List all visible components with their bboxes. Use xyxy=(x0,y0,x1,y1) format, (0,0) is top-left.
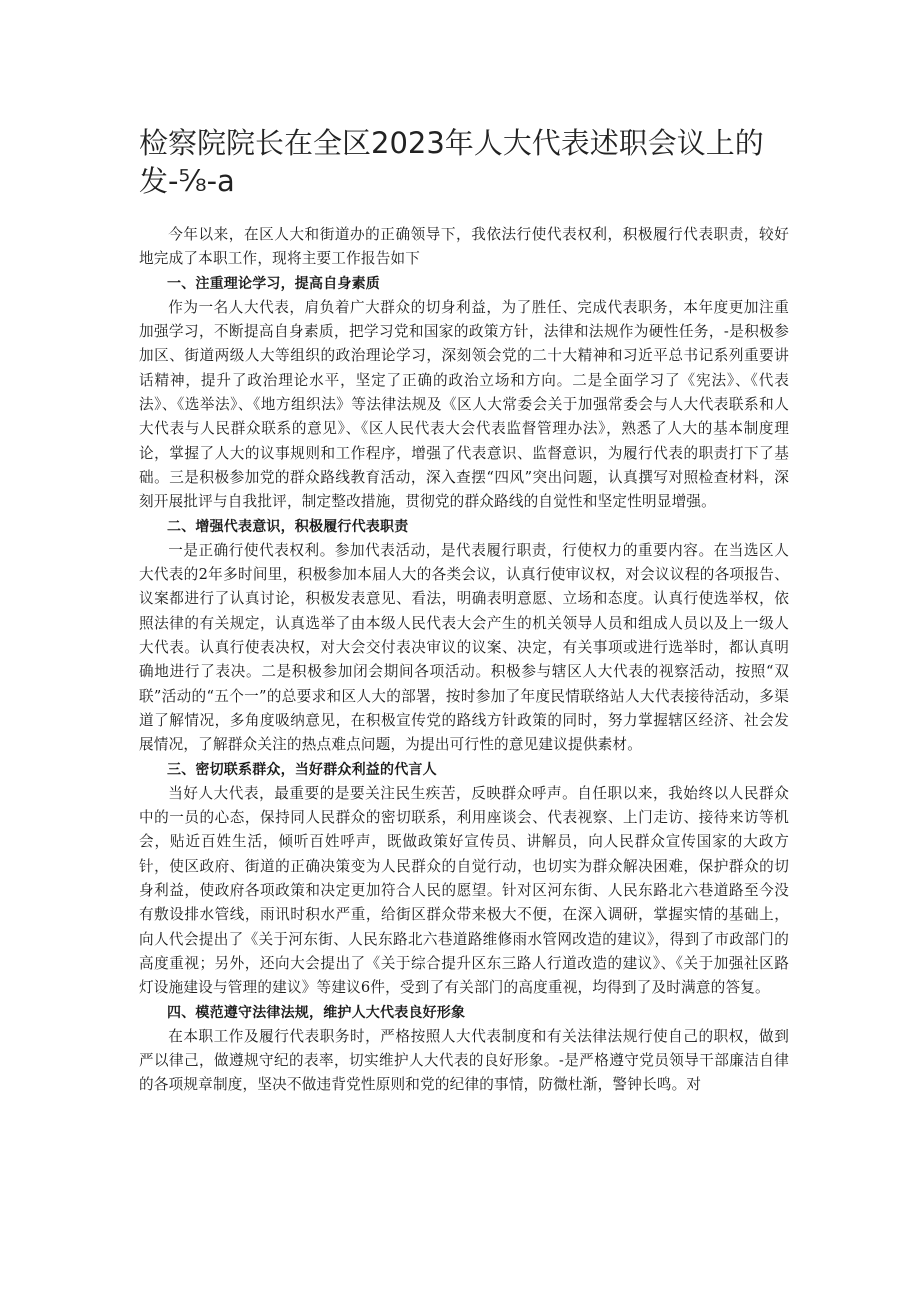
section-2-paragraph: 一是正确行使代表权利。参加代表活动，是代表履行职责，行使权力的重要内容。在当选区人大代表的2年多时间里，积极参加本届人大的各类会议，认真行使审议权，对会议议程的各项报告、议案都进行了认真讨论，积极发表意见、看法，明确表明意愿、立场和态度。认真行使选举权，依照法律的有关规定，认真选举了由本级人民代表大会产生的机关领导人员和组成人员以及上一级人大代表。认真行使表决权，对大会交付表决审议的议案、决定，有关事项或进行选举时，都认真明确地进行了表决。二是积极参加闭会期间各项活动。积极参与辖区人大代表的视察活动，按照“双联”活动的“五个一”的总要求和区人大的部署，按时参加了年度民情联络站人大代表接待活动，多渠道了解情况，多角度吸纳意见，在积极宣传党的路线方针政策的同时，努力掌握辖区经济、社会发展情况，了解群众关注的热点难点问题，为提出可行性的意见建议提供素材。 xyxy=(139,541,789,754)
section-4-heading: 四、模范遵守法律法规，维护人大代表良好形象 xyxy=(167,1004,466,1021)
document-title: 检察院院长在全区2023年人大代表述职会议上的发-⅝-a xyxy=(139,126,764,198)
intro-paragraph: 今年以来，在区人大和街道办的正确领导下，我依法行使代表权利，积极履行代表职责，较好地完成了本职工作，现将主要工作报告如下 xyxy=(139,226,789,268)
document-body xyxy=(139,223,789,1098)
section-3-heading: 三、密切联系群众，当好群众利益的代言人 xyxy=(167,761,437,778)
section-3-paragraph: 当好人大代表，最重要的是要关注民生疾苦，反映群众呼声。自任职以来，我始终以人民群众中的一员的心态，保持同人民群众的密切联系，利用座谈会、代表视察、上门走访、接待来访等机会，贴近百姓生活，倾听百姓呼声，既做政策好宣传员、讲解员，向人民群众宣传国家的大政方针，使区政府、街道的正确决策变为人民群众的自觉行动，也切实为群众解决困难，保护群众的切身利益，使政府各项政策和决定更加符合人民的愿望。针对区河东街、人民东路北六巷道路至今没有敷设排水管线，雨讯时积水严重，给街区群众带来极大不便，在深入调研，掌握实情的基础上，向人代会提出了《关于河东街、人民东路北六巷道路维修雨水管网改造的建议》，得到了市政部门的高度重视；另外，还向大会提出了《关于综合提升区东三路人行道改造的建议》、《关于加强社区路灯设施建设与管理的建议》等建议6件，受到了有关部门的高度重视，均得到了及时满意的答复。 xyxy=(139,784,789,997)
section-1-paragraph: 作为一名人大代表，肩负着广大群众的切身利益，为了胜任、完成代表职务，本年度更加注重加强学习，不断提高自身素质，把学习党和国家的政策方针，法律和法规作为硬性任务，-是积极参加区、街道两级人大等组织的政治理论学习，深刻领会党的二十大精神和习近平总书记系列重要讲话精神，提升了政治理论水平，坚定了正确的政治立场和方向。二是全面学习了《宪法》、《代表法》、《选举法》、《地方组织法》等法律法规及《区人大常委会关于加强常委会与人大代表联系和人大代表与人民群众联系的意见》、《区人民代表大会代表监督管理办法》，熟悉了人大的基本制度理论，掌握了人大的议事规则和工作程序，增强了代表意识、监督意识，为履行代表的职责打下了基础。三是积极参加党的群众路线教育活动，深入查摆“四风”突出问题，认真撰写对照检查材料，深刻开展批评与自我批评，制定整改措施，贯彻党的群众路线的自觉性和坚定性明显增强。 xyxy=(139,298,789,511)
section-4-paragraph: 在本职工作及履行代表职务时，严格按照人大代表制度和有关法律法规行使自己的职权，做到严以律己，做遵规守纪的表率，切实维护人大代表的良好形象。-是严格遵守党员领导干部廉洁自律的各项规章制度，坚决不做违背党性原则和党的纪律的事情，防微杜渐，警钟长鸣。对 xyxy=(139,1027,789,1094)
section-2-heading: 二、增强代表意识，积极履行代表职责 xyxy=(167,518,409,535)
section-1-heading: 一、注重理论学习，提高自身素质 xyxy=(167,275,380,292)
